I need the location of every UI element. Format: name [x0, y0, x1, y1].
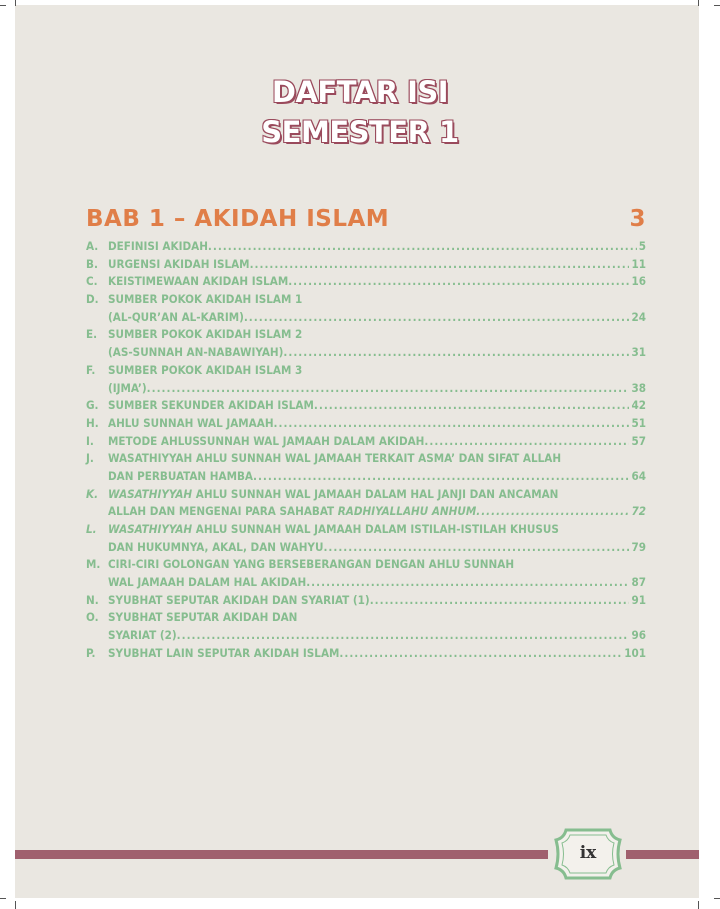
toc-entry[interactable]: B. URGENSI AKIDAH ISLAM ..... 11: [86, 256, 646, 274]
crop-mark: [714, 5, 720, 6]
toc-entry-continued[interactable]: WAL JAMAAH DALAM HAL AKIDAH ..... 87: [86, 574, 646, 592]
table-of-contents: [86, 238, 646, 663]
toc-entry[interactable]: L. WASATHIYYAH AHLU SUNNAH WAL JAMAAH DALAM ISTILAH-ISTILAH KHUSUS: [86, 522, 559, 536]
crop-mark: [15, 901, 16, 909]
toc-entry[interactable]: H. AHLU SUNNAH WAL JAMAAH ..... 51: [86, 415, 646, 433]
toc-entry[interactable]: O. SYUBHAT SEPUTAR AKIDAH DAN: [86, 610, 298, 625]
toc-entry-continued[interactable]: (IJMA’) ..... 38: [86, 380, 646, 398]
toc-entry[interactable]: K. WASATHIYYAH AHLU SUNNAH WAL JAMAAH DALAM HAL JANJI DAN ANCAMAN: [86, 486, 559, 501]
toc-entry[interactable]: G. SUMBER SEKUNDER AKIDAH ISLAM ..... 42: [86, 397, 646, 415]
crop-mark: [698, 0, 699, 6]
chapter-heading: [86, 206, 646, 238]
toc-entry-continued[interactable]: DAN PERBUATAN HAMBA ..... 64: [86, 468, 646, 486]
crop-mark: [15, 0, 16, 6]
toc-entry-continued[interactable]: DAN HUKUMNYA, AKAL, DAN WAHYU ..... 79: [86, 539, 646, 557]
toc-entry[interactable]: F. SUMBER POKOK AKIDAH ISLAM 3: [86, 362, 303, 377]
toc-entry[interactable]: I. METODE AHLUSSUNNAH WAL JAMAAH DALAM AKIDAH ..... 57: [86, 433, 646, 451]
page-title: [0, 72, 720, 152]
crop-mark: [0, 898, 6, 899]
title-line-1: DAFTAR ISI: [271, 75, 449, 109]
footer-band-left: [15, 850, 548, 859]
crop-mark: [0, 5, 6, 6]
toc-entry[interactable]: P. SYUBHAT LAIN SEPUTAR AKIDAH ISLAM ..... 101: [86, 645, 646, 663]
chapter-page: 3: [629, 206, 646, 232]
toc-entry-continued[interactable]: (AL-QUR’AN AL-KARIM) ..... 24: [86, 309, 646, 327]
toc-entry[interactable]: A. DEFINISI AKIDAH ..... 5: [86, 238, 646, 256]
toc-entry[interactable]: D. SUMBER POKOK AKIDAH ISLAM 1: [86, 292, 303, 307]
toc-entry-continued[interactable]: ALLAH DAN MENGENAI PARA SAHABAT RADHIYALLAHU ANHUM ..... 72: [86, 503, 646, 521]
toc-entry-continued[interactable]: SYARIAT (2) ..... 96: [86, 627, 646, 645]
footer-band-right: [626, 850, 699, 859]
crop-mark: [714, 898, 720, 899]
toc-entry[interactable]: C. KEISTIMEWAAN AKIDAH ISLAM ..... 16: [86, 273, 646, 291]
toc-entry[interactable]: J. WASATHIYYAH AHLU SUNNAH WAL JAMAAH TERKAIT ASMA’ DAN SIFAT ALLAH: [86, 451, 562, 466]
page-number: ix: [579, 843, 597, 863]
toc-entry[interactable]: E. SUMBER POKOK AKIDAH ISLAM 2: [86, 327, 303, 342]
toc-entry[interactable]: N. SYUBHAT SEPUTAR AKIDAH DAN SYARIAT (1) ..... 91: [86, 592, 646, 610]
toc-entry[interactable]: M. CIRI-CIRI GOLONGAN YANG BERSEBERANGAN DENGAN AHLU SUNNAH: [86, 557, 515, 572]
crop-mark: [698, 901, 699, 909]
title-line-2: SEMESTER 1: [261, 115, 459, 149]
chapter-label: BAB 1 – AKIDAH ISLAM: [86, 206, 390, 232]
toc-entry-continued[interactable]: (AS-SUNNAH AN-NABAWIYAH) ..... 31: [86, 344, 646, 362]
